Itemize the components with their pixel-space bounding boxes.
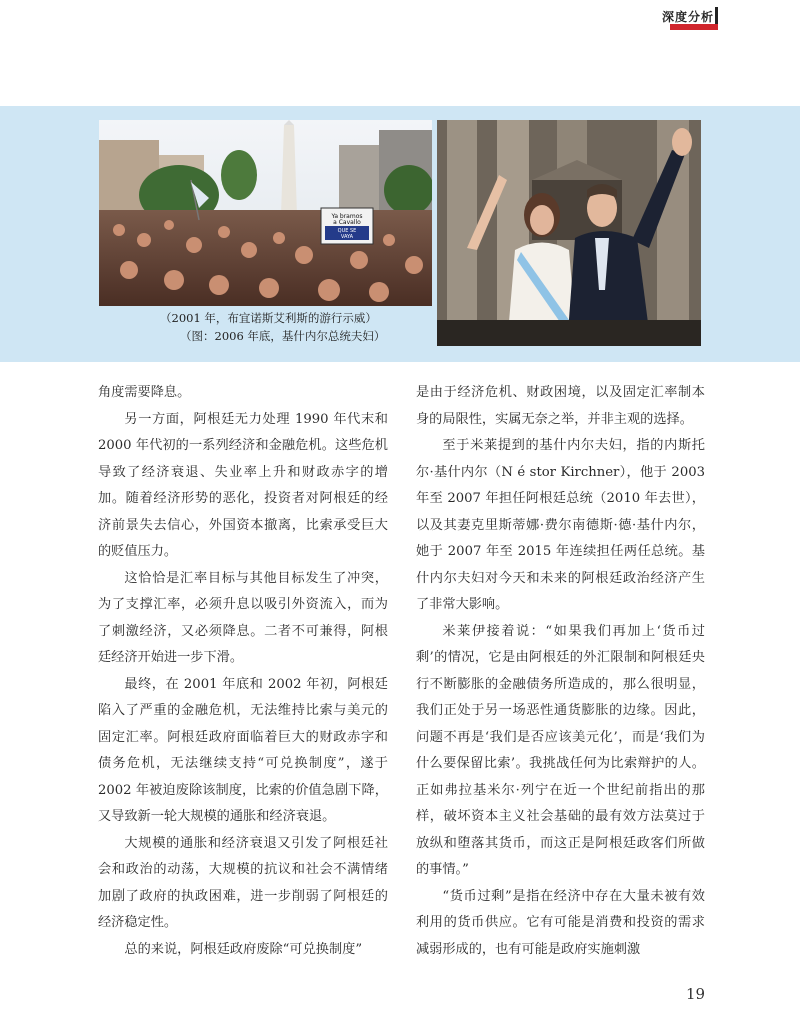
paragraph: 至于米莱提到的基什内尔夫妇，指的内斯托尔·基什内尔（N é stor Kirchner），他于 2003 年至 2007 年担任阿根廷总统（2010 年去世），以及其妻克里斯蒂娜·费尔南德斯·德·基什内尔，她于 2007 年至 2015 年连续担任两任总统。基什内尔夫妇对今天和未来的阿根廷政治经济产生了非常大影响。 (416, 438, 705, 612)
kirchner-couple-photo (437, 120, 701, 346)
left-column (98, 380, 388, 963)
section-label: 深度分析 (661, 10, 714, 24)
protest-photo (99, 120, 432, 306)
sign-text-3: QUE SE (337, 228, 357, 234)
photo-caption-protest: （2001 年，布宜诺斯艾利斯的游行示威） (160, 311, 377, 325)
paragraph: 总的来说，阿根廷政府废除“可兑换制度” (124, 941, 363, 957)
photo-caption-kirchner: （图：2006 年底，基什内尔总统夫妇） (180, 329, 386, 343)
sign-text-4: VAYA (340, 234, 354, 240)
paragraph: “货币过剩”是指在经济中存在大量未被有效利用的货币供应。它有可能是消费和投资的需求减弱形成的，也有可能是政府实施刺激 (416, 888, 705, 957)
paragraph: 这恰恰是汇率目标与其他目标发生了冲突，为了支撑汇率，必须升息以吸引外资流入，而为了刺激经济，又必须降息。二者不可兼得，阿根廷经济开始进一步下滑。 (98, 570, 388, 665)
paragraph: 米莱伊接着说：“如果我们再加上‘货币过剩’的情况，它是由阿根廷的外汇限制和阿根廷央行不断膨胀的金融债务所造成的，那么很明显，我们正处于另一场恶性通货膨胀的边缘。因此，问题不再是‘我们是否应该美元化’，而是‘我们为什么要保留比索’。我挑战任何为比索辩护的人。正如弗拉基米尔·列宁在近一个世纪前指出的那样，破坏资本主义社会基础的最有效方法莫过于放纵和堕落其货币，而这正是阿根廷政客们所做的事情。” (416, 623, 705, 877)
sign-text-2: a Cavallo (333, 219, 361, 226)
paragraph: 角度需要降息。 (98, 385, 191, 400)
paragraph: 是由于经济危机、财政困境，以及固定汇率制本身的局限性，实属无奈之举，并非主观的选择。 (416, 385, 705, 427)
header-accent-bar (670, 24, 718, 30)
right-column (416, 380, 705, 963)
sign-text-1: Ya bramos (331, 213, 363, 220)
paragraph: 大规模的通胀和经济衰退又引发了阿根廷社会和政治的动荡，大规模的抗议和社会不满情绪加剧了政府的执政困难，进一步削弱了阿根廷的经济稳定性。 (98, 835, 388, 930)
kirchner-photo-image (437, 120, 701, 346)
paragraph: 最终，在 2001 年底和 2002 年初，阿根廷陷入了严重的金融危机，无法维持比索与美元的固定汇率。阿根廷政府面临着巨大的财政赤字和债务危机，无法继续支持“可兑换制度”，遂于 2002 年被迫废除该制度，比索的价值急剧下降，又导致新一轮大规模的通胀和经济衰退。 (98, 676, 388, 824)
protest-photo-image (99, 120, 432, 306)
page-number: 19 (686, 985, 706, 1003)
paragraph: 另一方面，阿根廷无力处理 1990 年代末和 2000 年代初的一系列经济和金融危机。这些危机导致了经济衰退、失业率上升和财政赤字的增加。随着经济形势的恶化，投资者对阿根廷的经济前景失去信心，外国资本撤离，比索承受巨大的贬值压力。 (98, 411, 388, 559)
